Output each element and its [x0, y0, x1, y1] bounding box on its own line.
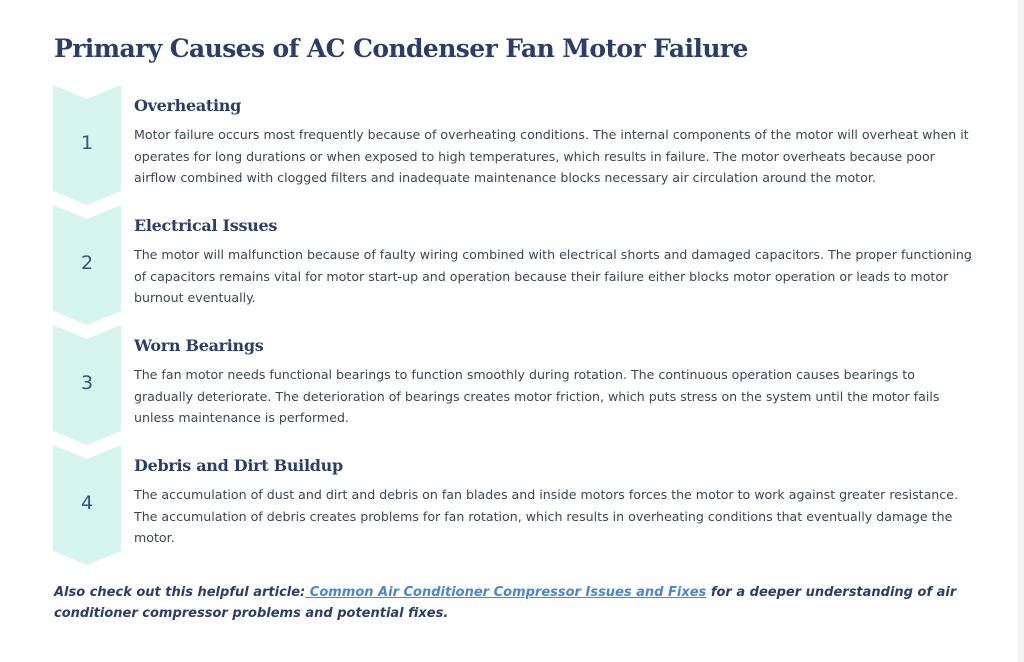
cause-description: The motor will malfunction because of faulty wiring combined with electrical shorts and damaged capacitors. The proper functioning of capacitors remains vital for motor start-up and operation because their failure either blocks motor operation or leads to motor burnout eventually. — [134, 247, 972, 305]
cause-number: 1 — [80, 132, 94, 154]
note-prefix: Also check out this helpful article: — [54, 585, 306, 600]
note-suffix: for a deeper understanding of air conditioner compressor problems and potential fixes. — [54, 585, 957, 621]
cause-body — [134, 96, 974, 189]
cause-title: Worn Bearings — [134, 336, 264, 355]
related-article-link[interactable]: Common Air Conditioner Compressor Issues and Fixes — [305, 585, 707, 600]
cause-item — [53, 205, 973, 325]
cause-body — [134, 336, 974, 429]
causes-list — [53, 85, 973, 565]
cause-description: The accumulation of dust and dirt and debris on fan blades and inside motors forces the motor to work against greater resistance. The accumulation of debris creates problems for fan rotation, which results in overheating conditions that eventually damage the motor. — [134, 487, 958, 545]
cause-item — [53, 85, 973, 205]
cause-number: 4 — [80, 492, 94, 514]
cause-body — [134, 216, 974, 309]
cause-number: 3 — [80, 372, 94, 394]
cause-title: Electrical Issues — [134, 216, 278, 235]
cause-body — [134, 456, 974, 549]
cause-item — [53, 325, 973, 445]
cause-item — [53, 445, 973, 565]
page-title: Primary Causes of AC Condenser Fan Motor Failure — [54, 34, 748, 63]
cause-number: 2 — [80, 252, 94, 274]
cause-title: Debris and Dirt Buildup — [134, 456, 343, 475]
cause-title: Overheating — [134, 96, 242, 115]
cause-description: Motor failure occurs most frequently because of overheating conditions. The internal components of the motor will overheat when it operates for long durations or when exposed to high temperatures, which results in failure. The motor overheats because poor airflow combined with clogged filters and inadequate maintenance blocks necessary air circulation around the motor. — [134, 127, 969, 185]
related-article-note — [54, 582, 984, 624]
cause-description: The fan motor needs functional bearings to function smoothly during rotation. The continuous operation causes bearings to gradually deteriorate. The deterioration of bearings creates motor friction, which puts stress on the system until the motor fails unless maintenance is performed. — [134, 367, 940, 425]
page-edge — [1018, 0, 1024, 662]
